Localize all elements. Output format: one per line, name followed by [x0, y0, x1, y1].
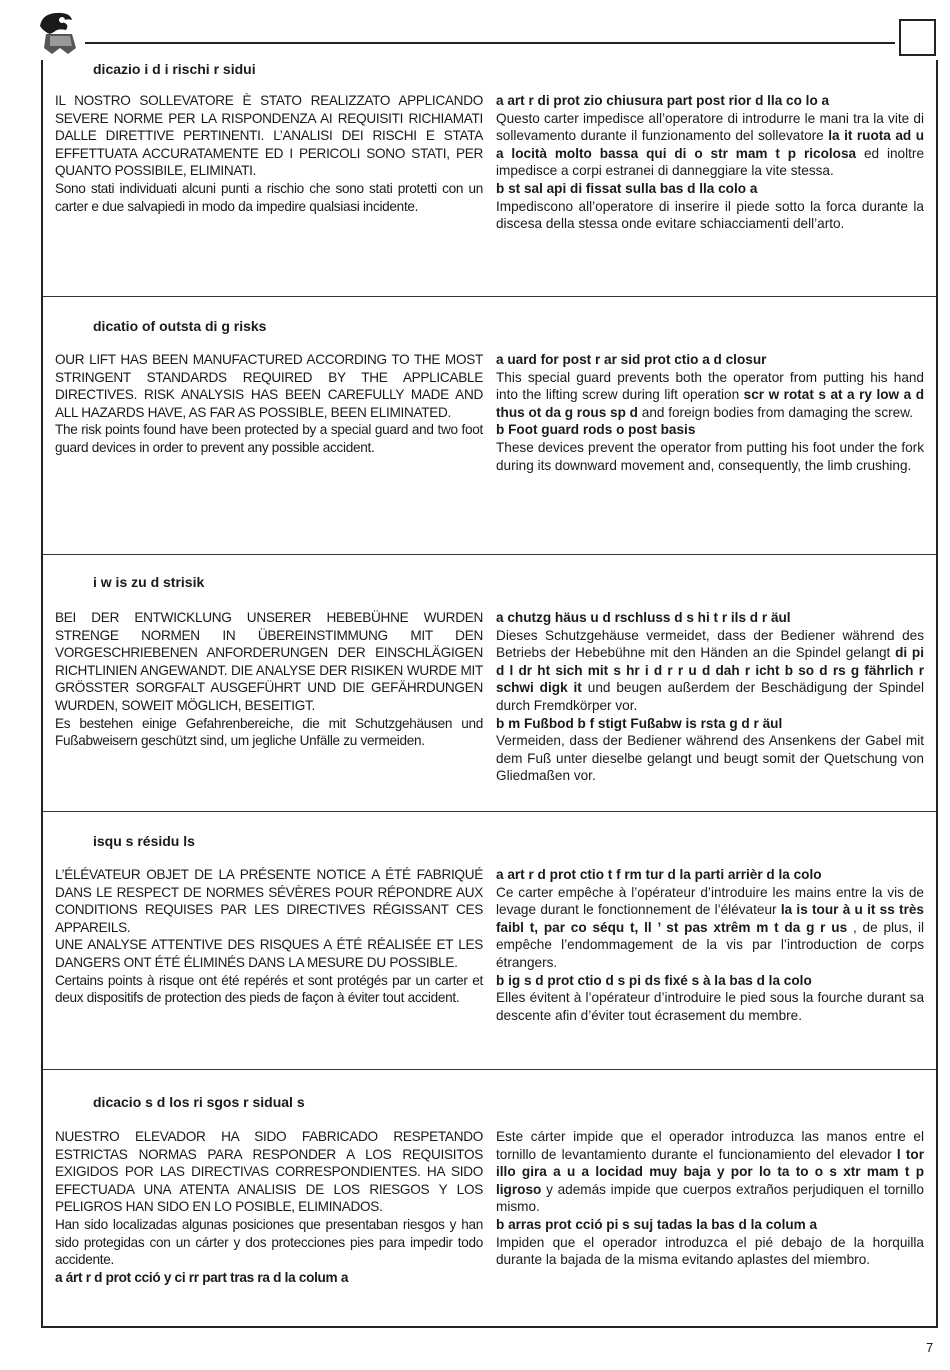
section-right-column [496, 609, 924, 785]
item-heading: a art r di prot zio chiusura part post rior d lla co lo a [496, 93, 830, 108]
emphasis: la it ruota ad u a locità molto bassa qui di o str mam t p ricolosa [496, 128, 924, 161]
item-heading: b arras prot cció pi s suj tadas la bas d la colum a [496, 1216, 818, 1232]
section-left-column [55, 351, 483, 457]
paragraph: Vermeiden, dass der Bediener während des Ansenkens der Gabel mit dem Fuß unter dieselbe gelangt und beugt somit der Quetschung von Gliedmaßen vor. [496, 733, 924, 784]
text: Questo carter impedisce all’operatore di introdurre le mani tra la vite di sollevamento durante il funzionamento del sollevatore [496, 110, 924, 144]
item-heading: b m Fußbod b f stigt Fußabw is rsta g d r äul [496, 715, 783, 731]
item-heading: b ig s d prot ctio d s pi ds fixé s à la bas d la colo [496, 972, 812, 988]
paragraph: NUESTRO ELEVADOR HA SIDO FABRICADO RESPETANDO ESTRICTAS NORMAS PARA RESPONDER A LOS REQUISITOS EXIGIDOS POR LAS DIRECTIVAS CORRESPONDIENTES. HA SIDO EFECTUADA UNA ATENTA ANALISIS DE LOS RIESGOS Y LOS PELIGROS HAN SIDO EN LO POSIBLE, ELIMINADOS. [55, 1129, 483, 1215]
item-heading: a árt r d prot cció y ci rr part tras ra d la colum a [55, 1269, 349, 1285]
header-rule [85, 42, 895, 44]
section-right-column [496, 1128, 924, 1269]
brand-logo-icon [36, 8, 82, 58]
emphasis: di pi d l dr ht sich mit s hr i d r r u d dah r icht b so d rs g fährlich r schwi digk it [496, 645, 924, 696]
section-divider [43, 296, 936, 297]
paragraph: Han sido localizadas algunas posiciones que presentaban riesgos y han sido protegidas con un cárter y dos protecciones pies para impedir todo accidente. [55, 1216, 483, 1268]
paragraph [496, 884, 924, 972]
paragraph: The risk points found have been protected by a special guard and two foot guard devices in order to prevent any possible accident. [55, 422, 483, 455]
section-right-column [496, 351, 924, 474]
section-italian [43, 60, 936, 296]
text: This special guard prevents both the operator from putting his hand into the lifting screw during lift operation [496, 369, 924, 403]
section-spanish [43, 1093, 936, 1328]
text: Dieses Schutzgehäuse vermeidet, dass der Bediener während des Betriebs der Hebebühne mit den Händen an die Spindel gelangt [496, 627, 924, 661]
section-right-column [496, 92, 924, 233]
emphasis: scr w rotat s at a ry low a d thus ot da g rous sp d [496, 387, 924, 420]
paragraph: Impediscono all’operatore di inserire il piede sotto la forca durante la discesa della stessa onde evitare schiacciamenti dell’arto. [496, 198, 924, 232]
paragraph [496, 1128, 924, 1216]
section-title: i w is zu d strisik [93, 574, 205, 590]
section-divider [43, 811, 936, 812]
paragraph [496, 369, 924, 422]
section-english [43, 316, 936, 554]
paragraph: UNE ANALYSE ATTENTIVE DES RISQUES A ÉTÉ RÉALISÉE ET LES DANGERS ONT ÉTÉ ÉLIMINÉS DANS LA MESURE DU POSSIBLE. [55, 937, 483, 970]
section-title: dicatio of outsta di g risks [93, 318, 267, 334]
paragraph: IL NOSTRO SOLLEVATORE È STATO REALIZZATO APPLICANDO SEVERE NORME PER LA RISPONDENZA AI REQUISITI RICHIAMATI DALLE DIRETTIVE PERTINENTI. L’ANALISI DEI RISCHI E STATA EFFETTUATA ACCURATAMENTE ED I PERICOLI SONO STATI, PER QUANTO POSSIBILE, ELIMINATI. [55, 93, 483, 179]
paragraph: L’ÉLÉVATEUR OBJET DE LA PRÉSENTE NOTICE A ÉTÉ FABRIQUÉ DANS LE RESPECT DE NORMES SÉVÈRES POUR RÉPONDRE AUX CONDITIONS REQUISES PAR LES DIRECTIVES RÉGISSANT CES APPAREILS. [55, 867, 483, 935]
paragraph: Certains points à risque ont été repérés et sont protégés par un carter et deux dispositifs de protection des pieds de façon à éviter tout accident. [55, 972, 483, 1006]
item-heading: a uard for post r ar sid prot ctio a d closur [496, 352, 767, 367]
text: Este cárter impide que el operador introduzca las manos entre el tornillo de levantamiento durante el funcionamiento del elevador [496, 1129, 924, 1162]
item-heading: b st sal api di fissat sulla bas d lla colo a [496, 180, 758, 196]
paragraph [496, 110, 924, 180]
paragraph: BEI DER ENTWICKLUNG UNSERER HEBEBÜHNE WURDEN STRENGE NORMEN IN ÜBEREINSTIMMUNG MIT DEN VORGESCHRIEBENEN ANFORDERUNGEN DER EINSCHLÄGIGEN RICHTLINIEN ANGEWANDT. DIE ANALYSE DER RISIKEN WURDE MIT GRÖSSTER SORGFALT AUSGEFÜHRT UND DIE GEFÄHRDUNGEN WURDEN, SOWEIT MÖGLICH, BESEITIGT. [55, 610, 483, 713]
section-divider [43, 554, 936, 555]
section-french [43, 831, 936, 1069]
paragraph: Sono stati individuati alcuni punti a rischio che sono stati protetti con un carter e due salvapiedi in modo da impedire qualsiasi incidente. [55, 180, 483, 214]
paragraph: These devices prevent the operator from putting his foot under the fork during its downward movement and, consequently, the limb crushing. [496, 439, 924, 473]
emphasis: la is tour à u it ss très faibl t, par co séqu t, ll ’ st pas xtrêm m t da g r us [496, 902, 924, 935]
section-left-column [55, 609, 483, 750]
emphasis: l tor illo gira a u a locidad muy baja y por lo ta to o s xtr mam t p ligroso [496, 1146, 925, 1197]
section-left-column [55, 92, 483, 215]
section-left-column [55, 1128, 483, 1286]
page-number: 7 [926, 1340, 934, 1355]
text: Ce carter empêche à l’opérateur d’introduire les mains entre la vis de levage durant le fonctionnement de l’élévateur [496, 884, 924, 918]
text: and foreign bodies from damaging the screw. [641, 404, 914, 420]
paragraph [496, 627, 924, 715]
paragraph: Elles évitent à l’opérateur d’introduire le pied sous la fourche durant sa descente afin d’éviter tout écrasement du membre. [496, 990, 924, 1023]
item-heading: b Foot guard rods o post basis [496, 422, 696, 438]
paragraph: Es bestehen einige Gefahrenbereiche, die mit Schutzgehäusen und Fußabweisern geschützt sind, um jegliche Unfälle zu vermeiden. [55, 715, 483, 749]
item-heading: a art r d prot ctio t f rm tur d la parti arrièr d la colo [496, 867, 822, 882]
text: , de plus, il empêche l’endommagement de la vis par l’introduction de corps étrangers. [496, 919, 925, 970]
section-german [43, 573, 936, 811]
corner-box [899, 19, 936, 56]
section-title: dicazio i d i rischi r sidui [93, 61, 256, 77]
section-title: isqu s résidu ls [93, 833, 195, 849]
text: ed inoltre impedisce a corpi estranei di danneggiare la vite stessa. [496, 145, 925, 179]
paragraph: Impiden que el operador introduzca el pié debajo de la horquilla durante la bajada de la misma evitando aplastes del miembro. [496, 1234, 924, 1268]
section-divider [43, 1069, 936, 1070]
section-right-column [496, 866, 924, 1024]
item-heading: a chutzg häus u d rschluss d s hi t r ils d r äul [496, 610, 791, 625]
text: und beugen außerdem der Beschädigung der Spindel durch Fremdkörper vor. [496, 680, 925, 713]
section-left-column [55, 866, 483, 1007]
text: y además impide que cuerpos extraños perjudiquen el tornillo mismo. [496, 1181, 924, 1215]
paragraph: OUR LIFT HAS BEEN MANUFACTURED ACCORDING TO THE MOST STRINGENT STANDARDS REQUIRED BY THE APPLICABLE DIRECTIVES. RISK ANALYSIS HAS BEEN CAREFULLY MADE AND ALL HAZARDS HAVE, AS FAR AS POSSIBLE, BEEN ELIMINATED. [55, 352, 483, 420]
section-title: dicacio s d los ri sgos r sidual s [93, 1094, 305, 1110]
